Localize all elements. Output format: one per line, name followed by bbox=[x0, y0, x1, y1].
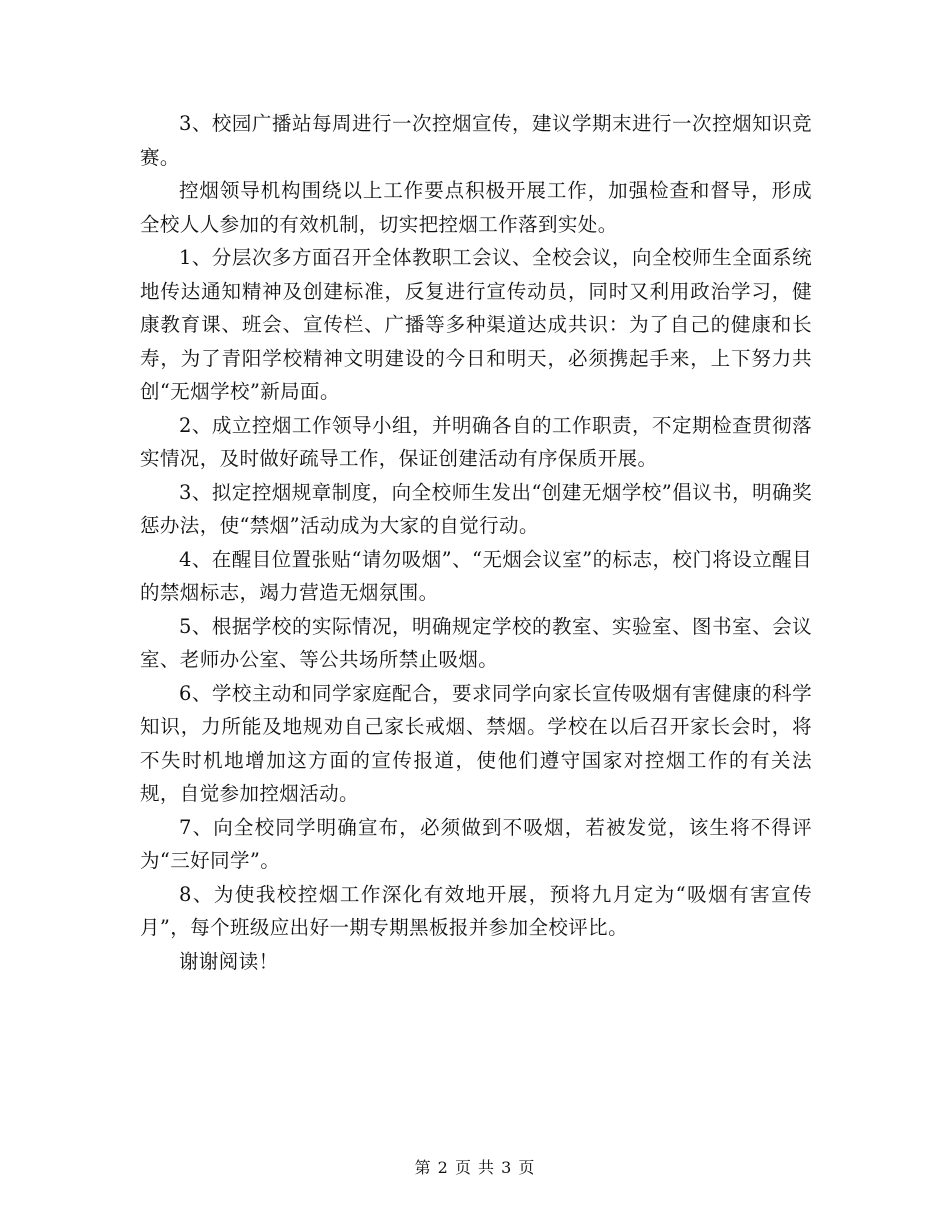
paragraph-item-1-meetings: 1、分层次多方面召开全体教职工会议、全校会议，向全校师生全面系统地传达通知精神及创建标准，反复进行宣传动员，同时又利用政治学习，健康教育课、班会、宣传栏、广播等多种渠道达成共识：为了自己的健康和长寿，为了青阳学校精神文明建设的今日和明天，必须携起手来，上下努力共创“无烟学校”新局面。 bbox=[140, 246, 812, 403]
paragraph-thanks: 谢谢阅读！ bbox=[179, 949, 279, 973]
paragraph-item-5-no-smoking-areas: 5、根据学校的实际情况，明确规定学校的教室、实验室、图书室、会议室、老师办公室、等公共场所禁止吸烟。 bbox=[140, 614, 812, 671]
paragraph-broadcast-station: 3、校园广播站每周进行一次控烟宣传，建议学期末进行一次控烟知识竞赛。 bbox=[140, 112, 812, 169]
paragraph-item-7-student-rule: 7、向全校同学明确宣布，必须做到不吸烟，若被发觉，该生将不得评为“三好同学”。 bbox=[140, 815, 812, 872]
paragraph-item-3-regulations: 3、拟定控烟规章制度，向全校师生发出“创建无烟学校”倡议书，明确奖惩办法，使“禁烟”活动成为大家的自觉行动。 bbox=[140, 480, 812, 537]
paragraph-item-8-awareness-month: 8、为使我校控烟工作深化有效地开展，预将九月定为“吸烟有害宣传月”，每个班级应出好一期专期黑板报并参加全校评比。 bbox=[140, 882, 812, 939]
page-number-footer: 第 2 页 共 3 页 bbox=[414, 1158, 536, 1177]
paragraph-item-2-leadership-group: 2、成立控烟工作领导小组，并明确各自的工作职责，不定期检查贯彻落实情况，及时做好疏导工作，保证创建活动有序保质开展。 bbox=[140, 413, 812, 470]
paragraph-item-4-signage: 4、在醒目位置张贴“请勿吸烟”、“无烟会议室”的标志，校门将设立醒目的禁烟标志，竭力营造无烟氛围。 bbox=[140, 547, 812, 604]
paragraph-leadership-summary: 控烟领导机构围绕以上工作要点积极开展工作，加强检查和督导，形成全校人人参加的有效机制，切实把控烟工作落到实处。 bbox=[140, 179, 812, 236]
document-body bbox=[140, 107, 812, 978]
paragraph-item-6-family-cooperation: 6、学校主动和同学家庭配合，要求同学向家长宣传吸烟有害健康的科学知识，力所能及地规劝自己家长戒烟、禁烟。学校在以后召开家长会时，将不失时机地增加这方面的宣传报道，使他们遵守国家对控烟工作的有关法规，自觉参加控烟活动。 bbox=[140, 681, 812, 805]
